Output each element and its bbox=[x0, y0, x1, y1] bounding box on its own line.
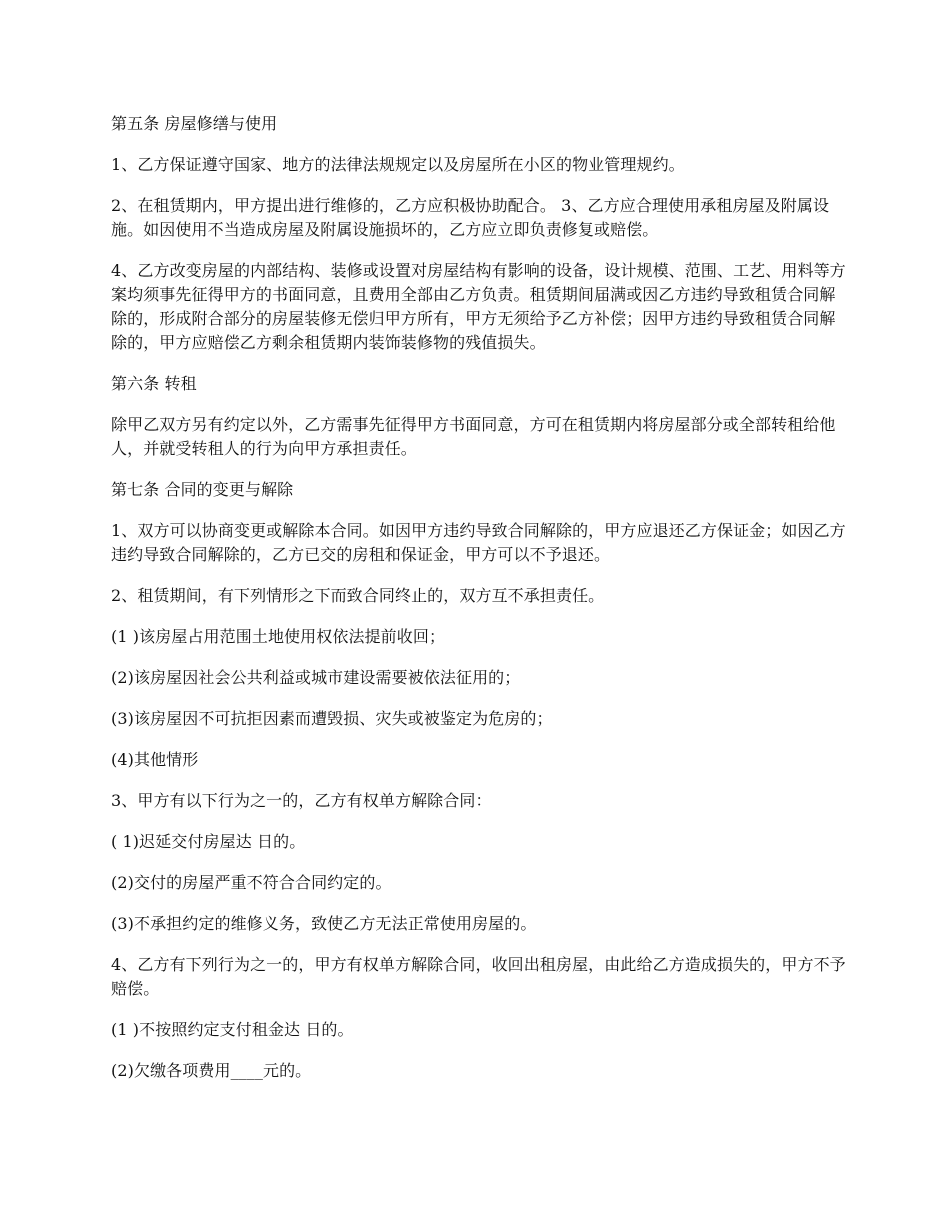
paragraph: 1、乙方保证遵守国家、地方的法律法规规定以及房屋所在小区的物业管理规约。 bbox=[111, 155, 685, 174]
section-title: 第七条 合同的变更与解除 bbox=[111, 480, 294, 499]
list-item: (2)交付的房屋严重不符合合同约定的。 bbox=[111, 873, 392, 892]
paragraph: 4、乙方有下列行为之一的，甲方有权单方解除合同，收回出租房屋，由此给乙方造成损失的，甲方不予赔偿。 bbox=[111, 955, 846, 998]
list-item: (1 )该房屋占用范围土地使用权依法提前收回； bbox=[111, 627, 446, 646]
paragraph: 4、乙方改变房屋的内部结构、装修或设置对房屋结构有影响的设备，设计规模、范围、工艺、用料等方案均须事先征得甲方的书面同意，且费用全部由乙方负责。租赁期间届满或因乙方违约导致租赁合同解除的，形成附合部分的房屋装修无偿归甲方所有，甲方无须给予乙方补偿；因甲方违约导致租赁合同解除的，甲方应赔偿乙方剩余租赁期内装饰装修物的残值损失。 bbox=[111, 261, 846, 352]
paragraph: 1、双方可以协商变更或解除本合同。如因甲方违约导致合同解除的，甲方应退还乙方保证金；如因乙方违约导致合同解除的，乙方已交的房租和保证金，甲方可以不予退还。 bbox=[111, 521, 846, 564]
paragraph: 2、在租赁期内，甲方提出进行维修的，乙方应积极协助配合。 3、乙方应合理使用承租房屋及附属设施。如因使用不当造成房屋及附属设施损坏的，乙方应立即负责修复或赔偿。 bbox=[111, 196, 830, 239]
list-item: (4)其他情形 bbox=[111, 750, 199, 769]
paragraph: 2、租赁期间，有下列情形之下而致合同终止的，双方互不承担责任。 bbox=[111, 586, 605, 605]
section-title: 第五条 房屋修缮与使用 bbox=[111, 114, 278, 133]
list-item: (3)该房屋因不可抗拒因素而遭毁损、灾失或被鉴定为危房的； bbox=[111, 709, 553, 728]
document-body bbox=[111, 112, 851, 1100]
section-title: 第六条 转租 bbox=[111, 374, 197, 393]
paragraph: 3、甲方有以下行为之一的，乙方有权单方解除合同： bbox=[111, 791, 492, 810]
paragraph: 除甲乙双方另有约定以外，乙方需事先征得甲方书面同意，方可在租赁期内将房屋部分或全部转租给他人，并就受转租人的行为向甲方承担责任。 bbox=[111, 415, 836, 458]
list-item: (3)不承担约定的维修义务，致使乙方无法正常使用房屋的。 bbox=[111, 914, 537, 933]
list-item: ( 1)迟延交付房屋达 日的。 bbox=[111, 832, 306, 851]
list-item: (2)该房屋因社会公共利益或城市建设需要被依法征用的； bbox=[111, 668, 521, 687]
list-item: (2)欠缴各项费用____元的。 bbox=[111, 1061, 312, 1080]
list-item: (1 )不按照约定支付租金达 日的。 bbox=[111, 1020, 354, 1039]
